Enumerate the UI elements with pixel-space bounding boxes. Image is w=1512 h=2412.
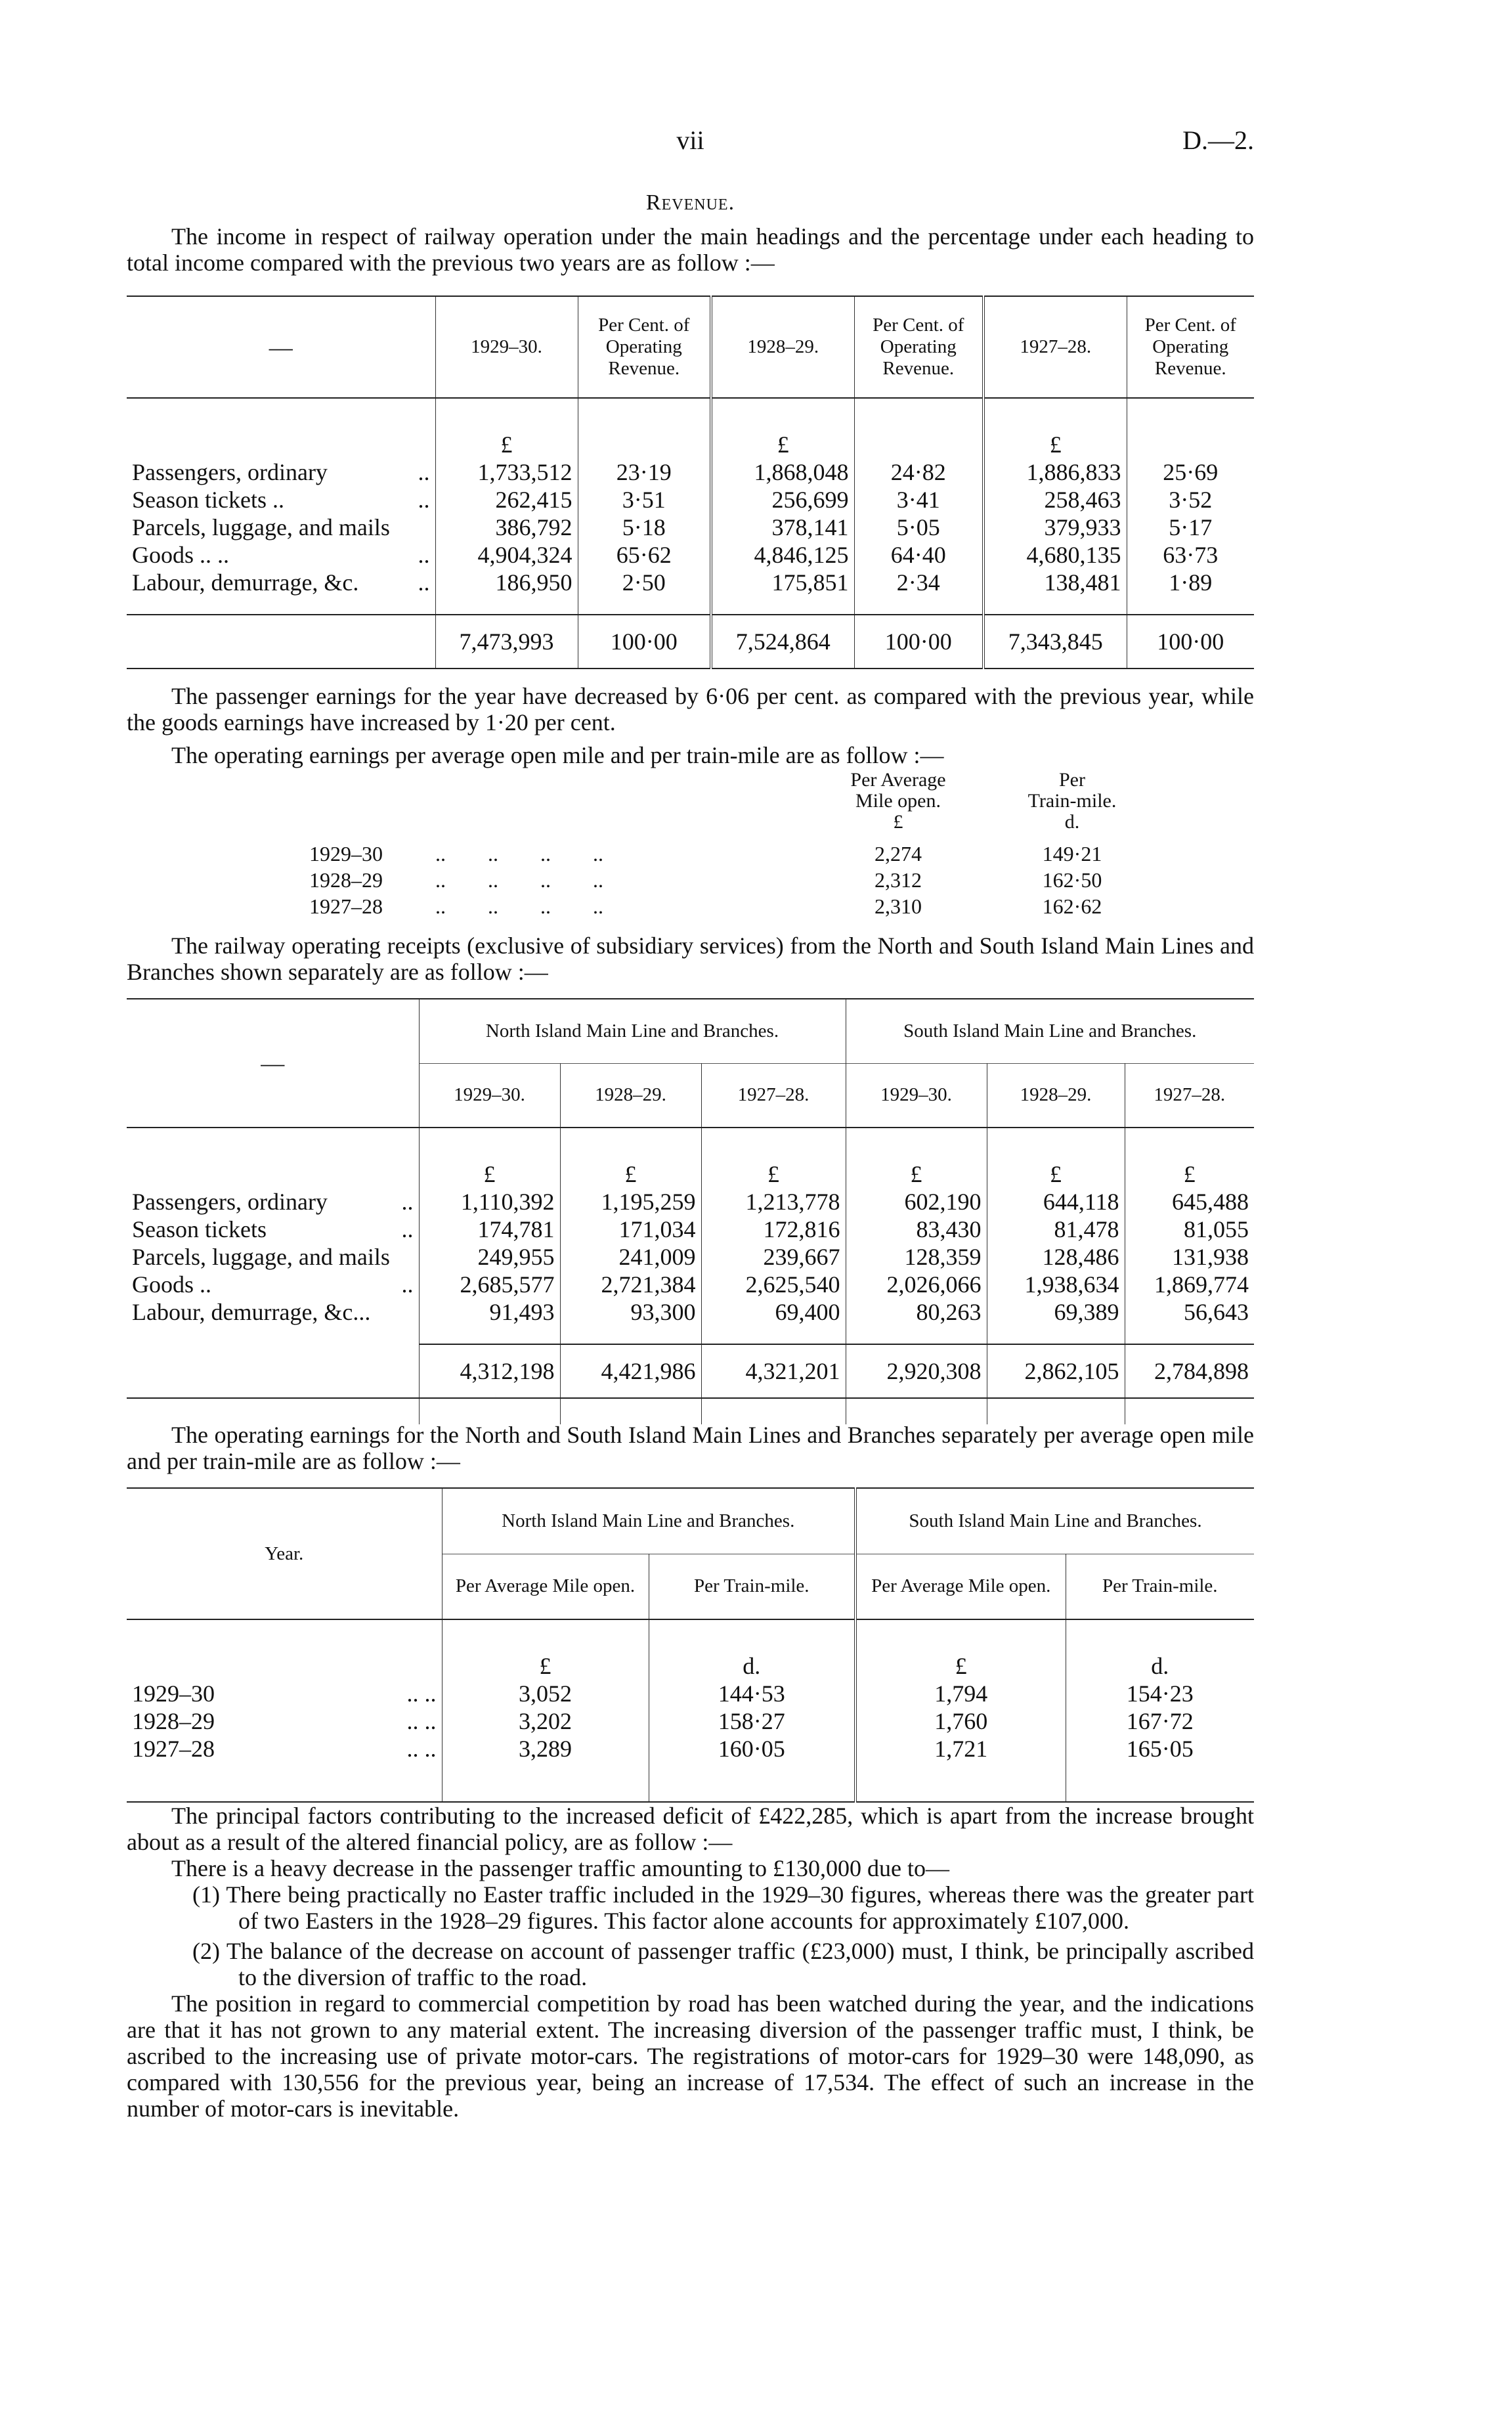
per-train-mile-header: Per Train-mile. d. bbox=[1027, 769, 1117, 833]
amount-cell: 249,955 bbox=[419, 1243, 560, 1271]
island-table-row bbox=[127, 1216, 1254, 1243]
year-label: 1929–30 bbox=[309, 842, 383, 866]
leader-dots: .. .. .. .. bbox=[435, 894, 603, 918]
island-receipts-wrapper bbox=[127, 998, 1254, 1424]
amount-cell: 644,118 bbox=[987, 1188, 1125, 1216]
island-earnings-row bbox=[127, 1707, 1254, 1735]
amount-cell: 91,493 bbox=[419, 1298, 560, 1326]
per-mile-value: 2,274 bbox=[875, 842, 922, 866]
amount-cell: 1,938,634 bbox=[987, 1271, 1125, 1298]
value-cell: 158·27 bbox=[649, 1707, 855, 1735]
unit-row bbox=[127, 1128, 1254, 1188]
percent-cell: 2·34 bbox=[854, 569, 983, 596]
amount-cell: 602,190 bbox=[846, 1188, 987, 1216]
unit-label: £ bbox=[846, 1128, 987, 1188]
value-cell: 144·53 bbox=[649, 1680, 855, 1707]
value-cell: 160·05 bbox=[649, 1735, 855, 1763]
revenue-totals-row bbox=[127, 615, 1254, 669]
amount-cell: 80,263 bbox=[846, 1298, 987, 1326]
year-label: 1927–28 bbox=[309, 894, 383, 918]
amount-cell: 1,886,833 bbox=[983, 458, 1127, 486]
total-value: 7,473,993 bbox=[435, 615, 578, 669]
percent-cell: 5·05 bbox=[854, 514, 983, 541]
year-header: 1927–28. bbox=[701, 1063, 846, 1128]
percent-cell: 5·17 bbox=[1127, 514, 1254, 541]
percent-cell: 2·50 bbox=[578, 569, 711, 596]
row-label: Labour, demurrage, &c... bbox=[132, 1299, 371, 1325]
col-header: Per Cent. of Operating Revenue. bbox=[854, 296, 983, 398]
north-island-group-header: North Island Main Line and Branches. bbox=[419, 999, 846, 1063]
percent-cell: 25·69 bbox=[1127, 458, 1254, 486]
amount-cell: 256,699 bbox=[711, 486, 854, 514]
percent-cell: 3·51 bbox=[578, 486, 711, 514]
island-table-row bbox=[127, 1271, 1254, 1298]
amount-cell: 645,488 bbox=[1125, 1188, 1254, 1216]
total-percent: 100·00 bbox=[1127, 615, 1254, 669]
row-label: Season tickets .. .. bbox=[132, 487, 430, 513]
year-label: 1929–30 .. .. bbox=[132, 1680, 437, 1707]
amount-cell: 378,141 bbox=[711, 514, 854, 541]
amount-cell: 81,055 bbox=[1125, 1216, 1254, 1243]
amount-cell: 172,816 bbox=[701, 1216, 846, 1243]
amount-cell: 175,851 bbox=[711, 569, 854, 596]
row-label: Parcels, luggage, and mails bbox=[132, 514, 390, 540]
unit-label: £ bbox=[983, 398, 1127, 458]
percent-cell: 23·19 bbox=[578, 458, 711, 486]
unit-label: £ bbox=[419, 1128, 560, 1188]
revenue-table-row bbox=[127, 541, 1254, 569]
amount-cell: 1,733,512 bbox=[435, 458, 578, 486]
amount-cell: 83,430 bbox=[846, 1216, 987, 1243]
island-earnings-table bbox=[127, 1487, 1254, 1803]
year-header: 1929–30. bbox=[846, 1063, 987, 1128]
total-value: 4,312,198 bbox=[419, 1344, 560, 1398]
unit-label: £ bbox=[711, 398, 854, 458]
unit-label: £ bbox=[560, 1128, 701, 1188]
unit-label: £ bbox=[855, 1619, 1066, 1680]
revenue-table-row bbox=[127, 458, 1254, 486]
amount-cell: 1,869,774 bbox=[1125, 1271, 1254, 1298]
per-train-mile-value: 162·50 bbox=[1042, 868, 1102, 892]
amount-cell: 2,026,066 bbox=[846, 1271, 987, 1298]
col-header: 1929–30. bbox=[435, 296, 578, 398]
amount-cell: 241,009 bbox=[560, 1243, 701, 1271]
amount-cell: 138,481 bbox=[983, 569, 1127, 596]
amount-cell: 1,868,048 bbox=[711, 458, 854, 486]
year-label: 1928–29 .. .. bbox=[132, 1708, 437, 1734]
amount-cell: 239,667 bbox=[701, 1243, 846, 1271]
south-island-group-header: South Island Main Line and Branches. bbox=[855, 1488, 1254, 1554]
total-value: 4,421,986 bbox=[560, 1344, 701, 1398]
per-mile-value: 2,312 bbox=[875, 868, 922, 892]
percent-cell: 1·89 bbox=[1127, 569, 1254, 596]
island-earnings-row bbox=[127, 1680, 1254, 1707]
amount-cell: 4,680,135 bbox=[983, 541, 1127, 569]
total-percent: 100·00 bbox=[854, 615, 983, 669]
amount-cell: 2,685,577 bbox=[419, 1271, 560, 1298]
amount-cell: 386,792 bbox=[435, 514, 578, 541]
year-header: 1927–28. bbox=[1125, 1063, 1254, 1128]
percent-cell: 24·82 bbox=[854, 458, 983, 486]
factor-list-item-1: (1) There being practically no Easter traffic included in the 1929–30 figures, whereas there was the greater part of two Easters in the 1928–29 figures. This factor alone accounts for approximately £107,000. bbox=[192, 1881, 1254, 1934]
island-earnings-paragraph: The operating earnings for the North and South Island Main Lines and Branches separately per average open mile and per train-mile are as follow :— bbox=[127, 1422, 1254, 1474]
total-value: 4,321,201 bbox=[701, 1344, 846, 1398]
leader-dots: .. .. .. .. bbox=[435, 842, 603, 866]
section-title: Revenue. bbox=[645, 190, 735, 215]
row-label: Passengers, ordinary .. bbox=[132, 459, 430, 485]
unit-label: £ bbox=[987, 1128, 1125, 1188]
total-value: 2,784,898 bbox=[1125, 1344, 1254, 1398]
value-cell: 3,202 bbox=[442, 1707, 649, 1735]
amount-cell: 128,359 bbox=[846, 1243, 987, 1271]
year-stub-header: Year. bbox=[265, 1543, 304, 1564]
percent-cell: 63·73 bbox=[1127, 541, 1254, 569]
percent-cell: 3·52 bbox=[1127, 486, 1254, 514]
year-label: 1928–29 bbox=[309, 868, 383, 892]
value-cell: 1,760 bbox=[855, 1707, 1066, 1735]
position-paragraph: The position in regard to commercial competition by road has been watched during the year, and the indications are that it has not grown to any material extent. The increasing diversion of the passenger traffic must, I think, be ascribed to the increasing use of private motor-cars. The registrations of motor-cars for 1929–30 were 148,090, as compared with 130,556 for the previous year, being an increase of 17,534. The effect of such an increase in the number of motor-cars is inevitable. bbox=[127, 1990, 1254, 2122]
amount-cell: 1,110,392 bbox=[419, 1188, 560, 1216]
value-cell: 1,721 bbox=[855, 1735, 1066, 1763]
leader-dots: .. .. .. .. bbox=[435, 868, 603, 892]
amount-cell: 258,463 bbox=[983, 486, 1127, 514]
amount-cell: 4,904,324 bbox=[435, 541, 578, 569]
amount-cell: 56,643 bbox=[1125, 1298, 1254, 1326]
row-label: Labour, demurrage, &c. .. bbox=[132, 569, 430, 596]
value-cell: 1,794 bbox=[855, 1680, 1066, 1707]
subcol-header: Per Train-mile. bbox=[1066, 1554, 1254, 1619]
revenue-table-row bbox=[127, 486, 1254, 514]
page-number: vii bbox=[676, 125, 704, 155]
amount-cell: 69,389 bbox=[987, 1298, 1125, 1326]
factor-list-item-2: (2) The balance of the decrease on account of passenger traffic (£23,000) must, I think, be principally ascribed to the diversion of traffic to the road. bbox=[192, 1938, 1254, 1990]
stub-header: — bbox=[269, 334, 293, 361]
amount-cell: 93,300 bbox=[560, 1298, 701, 1326]
col-header: Per Cent. of Operating Revenue. bbox=[578, 296, 711, 398]
value-cell: 165·05 bbox=[1066, 1735, 1254, 1763]
amount-cell: 69,400 bbox=[701, 1298, 846, 1326]
per-train-mile-value: 162·62 bbox=[1042, 894, 1102, 918]
percent-cell: 65·62 bbox=[578, 541, 711, 569]
passenger-earnings-paragraph: The passenger earnings for the year have decreased by 6·06 per cent. as compared with the previous year, while the goods earnings have increased by 1·20 per cent. bbox=[127, 683, 1254, 735]
unit-label: £ bbox=[435, 398, 578, 458]
operating-earnings-paragraph: The operating earnings per average open mile and per train-mile are as follow :— bbox=[171, 742, 944, 768]
row-label: Goods .. .. bbox=[132, 1271, 414, 1298]
total-value: 7,343,845 bbox=[983, 615, 1127, 669]
island-receipts-table bbox=[127, 998, 1254, 1424]
percent-cell: 5·18 bbox=[578, 514, 711, 541]
subcol-header: Per Train-mile. bbox=[649, 1554, 855, 1619]
total-percent: 100·00 bbox=[578, 615, 711, 669]
island-table-row bbox=[127, 1243, 1254, 1271]
unit-label: £ bbox=[442, 1619, 649, 1680]
amount-cell: 128,486 bbox=[987, 1243, 1125, 1271]
col-header: 1927–28. bbox=[983, 296, 1127, 398]
amount-cell: 2,721,384 bbox=[560, 1271, 701, 1298]
subcol-header: Per Average Mile open. bbox=[855, 1554, 1066, 1619]
amount-cell: 186,950 bbox=[435, 569, 578, 596]
year-header: 1929–30. bbox=[419, 1063, 560, 1128]
row-label: Goods .. .. .. bbox=[132, 542, 430, 568]
unit-label: £ bbox=[1125, 1128, 1254, 1188]
amount-cell: 131,938 bbox=[1125, 1243, 1254, 1271]
percent-cell: 3·41 bbox=[854, 486, 983, 514]
unit-label: d. bbox=[1066, 1619, 1254, 1680]
revenue-table bbox=[127, 296, 1254, 669]
island-table-row bbox=[127, 1188, 1254, 1216]
total-value: 2,920,308 bbox=[846, 1344, 987, 1398]
value-cell: 3,052 bbox=[442, 1680, 649, 1707]
total-value: 2,862,105 bbox=[987, 1344, 1125, 1398]
amount-cell: 171,034 bbox=[560, 1216, 701, 1243]
revenue-table-row bbox=[127, 569, 1254, 596]
island-earnings-wrapper bbox=[127, 1487, 1254, 1803]
unit-label: £ bbox=[701, 1128, 846, 1188]
amount-cell: 81,478 bbox=[987, 1216, 1125, 1243]
unit-label: d. bbox=[649, 1619, 855, 1680]
col-header: Per Cent. of Operating Revenue. bbox=[1127, 296, 1254, 398]
document-reference: D.—2. bbox=[1182, 125, 1254, 155]
row-label: Passengers, ordinary .. bbox=[132, 1189, 414, 1215]
year-header: 1928–29. bbox=[560, 1063, 701, 1128]
col-header: 1928–29. bbox=[711, 296, 854, 398]
receipts-paragraph: The railway operating receipts (exclusive of subsidiary services) from the North and South Island Main Lines and Branches shown separately are as follow :— bbox=[127, 932, 1254, 985]
revenue-table-row bbox=[127, 514, 1254, 541]
per-train-mile-value: 149·21 bbox=[1042, 842, 1102, 866]
percent-cell: 64·40 bbox=[854, 541, 983, 569]
amount-cell: 1,213,778 bbox=[701, 1188, 846, 1216]
revenue-table-wrapper bbox=[127, 296, 1254, 669]
amount-cell: 2,625,540 bbox=[701, 1271, 846, 1298]
unit-row bbox=[127, 1619, 1254, 1680]
amount-cell: 174,781 bbox=[419, 1216, 560, 1243]
island-table-row bbox=[127, 1298, 1254, 1326]
unit-row bbox=[127, 398, 1254, 458]
total-value: 7,524,864 bbox=[711, 615, 854, 669]
row-label: Season tickets .. bbox=[132, 1216, 414, 1242]
per-mile-header: Per Average Mile open. £ bbox=[850, 769, 946, 833]
stub-header: — bbox=[261, 1050, 285, 1076]
amount-cell: 262,415 bbox=[435, 486, 578, 514]
amount-cell: 4,846,125 bbox=[711, 541, 854, 569]
revenue-table-header bbox=[127, 296, 1254, 398]
factors-paragraph: The principal factors contributing to the increased deficit of £422,285, which is apart from the increase brought about as a result of the altered financial policy, are as follow :— bbox=[127, 1803, 1254, 1855]
year-label: 1927–28 .. .. bbox=[132, 1736, 437, 1762]
heavy-decrease-paragraph: There is a heavy decrease in the passenger traffic amounting to £130,000 due to— bbox=[171, 1855, 949, 1881]
row-label: Parcels, luggage, and mails bbox=[132, 1244, 390, 1270]
island-earnings-row bbox=[127, 1735, 1254, 1763]
island-totals-row bbox=[127, 1344, 1254, 1398]
intro-paragraph: The income in respect of railway operation under the main headings and the percentage under each heading to total income compared with the previous two years are as follow :— bbox=[127, 223, 1254, 276]
page-header bbox=[127, 125, 1254, 164]
north-island-group-header: North Island Main Line and Branches. bbox=[442, 1488, 855, 1554]
per-mile-value: 2,310 bbox=[875, 894, 922, 918]
south-island-group-header: South Island Main Line and Branches. bbox=[846, 999, 1254, 1063]
amount-cell: 1,195,259 bbox=[560, 1188, 701, 1216]
value-cell: 3,289 bbox=[442, 1735, 649, 1763]
amount-cell: 379,933 bbox=[983, 514, 1127, 541]
subcol-header: Per Average Mile open. bbox=[442, 1554, 649, 1619]
year-header: 1928–29. bbox=[987, 1063, 1125, 1128]
value-cell: 167·72 bbox=[1066, 1707, 1254, 1735]
value-cell: 154·23 bbox=[1066, 1680, 1254, 1707]
